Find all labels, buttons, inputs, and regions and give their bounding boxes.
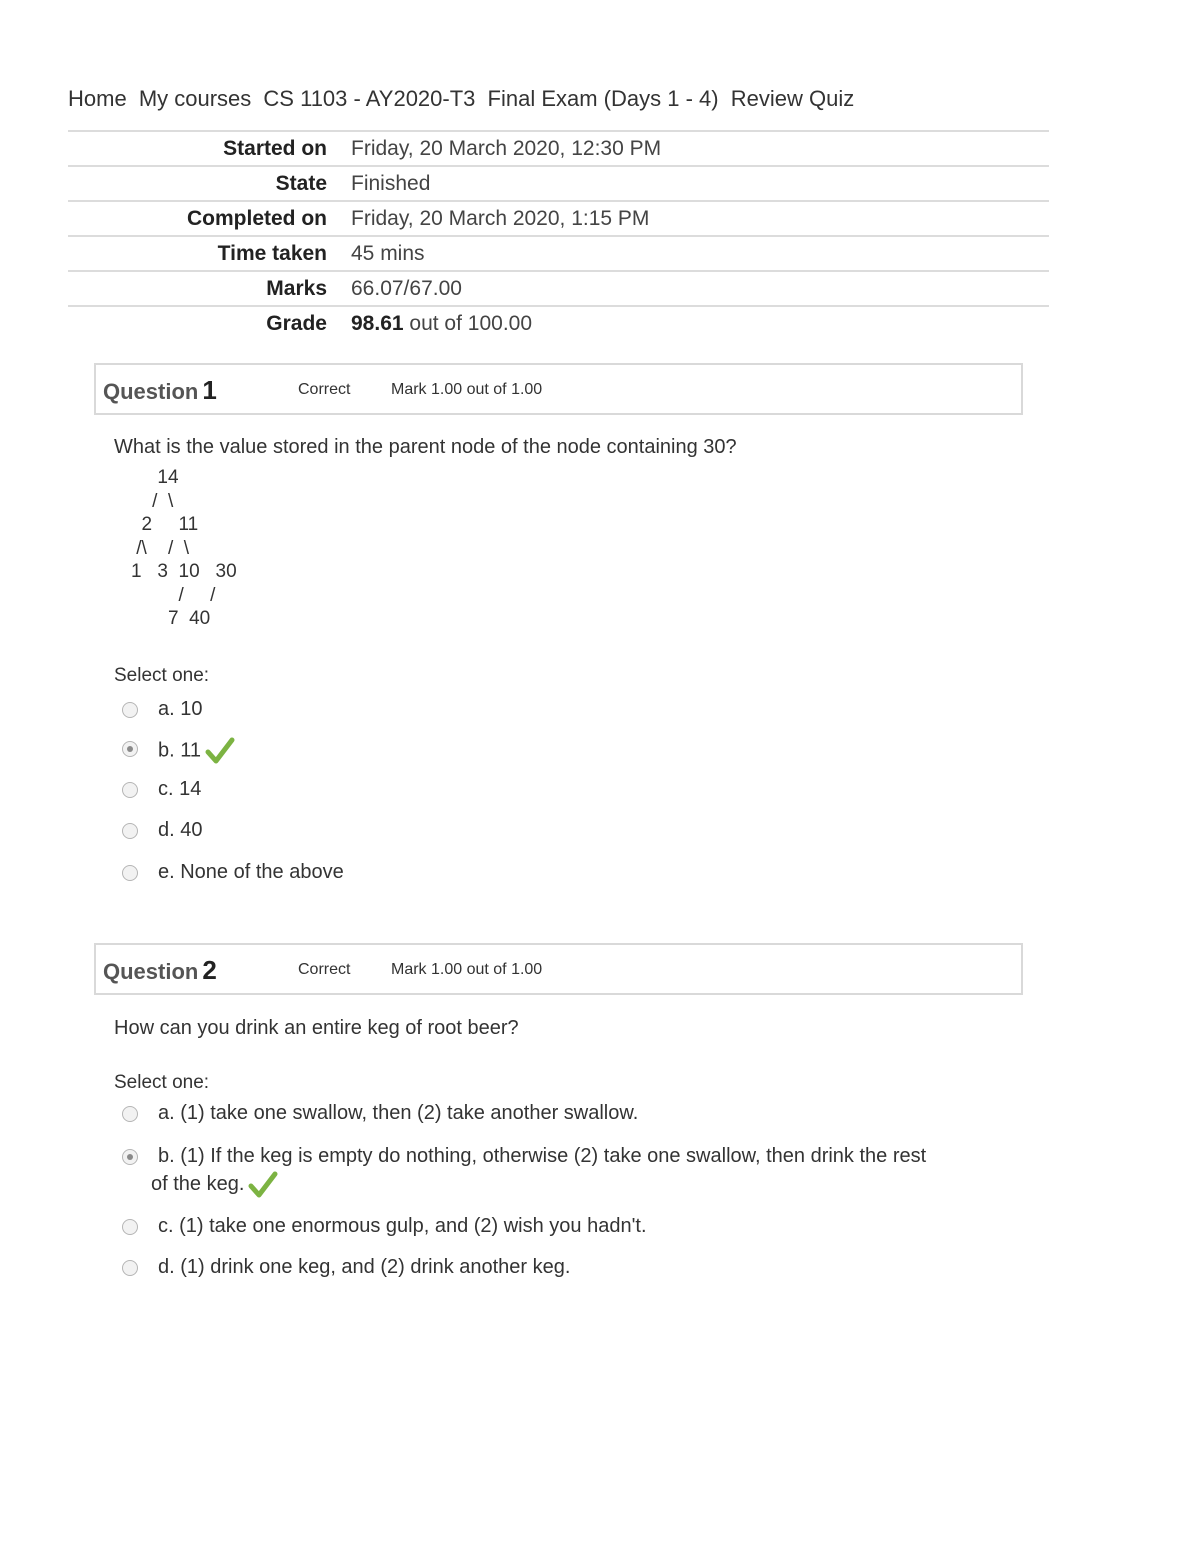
question-grade: Mark 1.00 out of 1.00: [391, 961, 543, 978]
radio-button[interactable]: [122, 823, 138, 839]
summary-label: Grade: [266, 311, 327, 335]
option-label: b. 11: [158, 739, 201, 762]
question-state: Correct: [298, 961, 351, 978]
summary-value: 45 mins: [351, 241, 425, 265]
radio-button[interactable]: [122, 1106, 138, 1122]
option-label: c. (1) take one enormous gulp, and (2) wish you hadn't.: [158, 1215, 647, 1237]
question-number-value: 1: [202, 375, 217, 405]
question-label: Question: [103, 959, 199, 984]
breadcrumb-home[interactable]: Home: [68, 86, 127, 111]
question-text: What is the value stored in the parent node of the node containing 30?: [114, 436, 737, 458]
question-number-value: 2: [202, 955, 217, 985]
radio-button[interactable]: [122, 702, 138, 718]
summary-row-started: [68, 131, 1049, 166]
summary-label: State: [275, 171, 327, 195]
summary-value: Friday, 20 March 2020, 1:15 PM: [351, 206, 650, 230]
grade-suffix: out of 100.00: [409, 311, 533, 335]
breadcrumb-quiz[interactable]: Review Quiz: [730, 86, 855, 111]
breadcrumb: [68, 86, 854, 112]
summary-value: [351, 306, 1049, 340]
option-label: e. None of the above: [158, 861, 344, 883]
option-label: b. (1) If the keg is empty do nothing, otherwise (2) take one swallow, then drink the rest: [158, 1145, 927, 1167]
tree-diagram-text: 14 / \ 2 11 /\ / \ 1 3 10 30 / / 7 40: [131, 467, 237, 629]
option-label: c. 14: [158, 778, 202, 800]
summary-label: Marks: [266, 276, 327, 300]
summary-row-completed: [68, 201, 1049, 236]
option-label: d. 40: [158, 819, 203, 841]
breadcrumb-section[interactable]: Final Exam (Days 1 - 4): [487, 86, 719, 111]
radio-button[interactable]: [122, 865, 138, 881]
summary-row-marks: [68, 271, 1049, 306]
option-label-continued: of the keg.: [151, 1173, 245, 1195]
summary-value: 66.07/67.00: [351, 276, 462, 300]
radio-button-selected[interactable]: [122, 1149, 138, 1165]
breadcrumb-course[interactable]: CS 1103 - AY2020-T3: [263, 86, 476, 111]
summary-label: Started on: [223, 136, 327, 160]
summary-label: Completed on: [187, 206, 327, 230]
summary-row-grade: [68, 306, 1049, 340]
attempt-summary-table: [68, 130, 1049, 340]
option-label: a. 10: [158, 698, 203, 720]
breadcrumb-my-courses[interactable]: My courses: [138, 86, 252, 111]
check-icon: [248, 1171, 278, 1199]
radio-button-selected[interactable]: [122, 741, 138, 757]
question-label: Question: [103, 379, 199, 404]
question-state: Correct: [298, 381, 351, 398]
radio-button[interactable]: [122, 1260, 138, 1276]
question-info-1: [94, 363, 1023, 415]
question-grade: Mark 1.00 out of 1.00: [391, 381, 543, 398]
select-one-prompt: Select one:: [114, 665, 210, 686]
question-info-2: [94, 943, 1023, 995]
grade-score: 98.61: [351, 311, 404, 335]
question-number: [103, 375, 217, 406]
select-one-prompt: Select one:: [114, 1072, 210, 1093]
summary-row-state: [68, 166, 1049, 201]
option-label: a. (1) take one swallow, then (2) take another swallow.: [158, 1102, 639, 1124]
summary-label: Time taken: [217, 241, 327, 265]
radio-button[interactable]: [122, 1219, 138, 1235]
question-number: [103, 955, 217, 986]
question-text: How can you drink an entire keg of root beer?: [114, 1017, 519, 1039]
summary-value: Finished: [351, 171, 431, 195]
summary-row-time: [68, 236, 1049, 271]
answer-option[interactable]: [122, 1145, 952, 1205]
summary-value: Friday, 20 March 2020, 12:30 PM: [351, 136, 662, 160]
check-icon: [205, 737, 235, 765]
radio-button[interactable]: [122, 782, 138, 798]
option-label: d. (1) drink one keg, and (2) drink another keg.: [158, 1256, 571, 1278]
